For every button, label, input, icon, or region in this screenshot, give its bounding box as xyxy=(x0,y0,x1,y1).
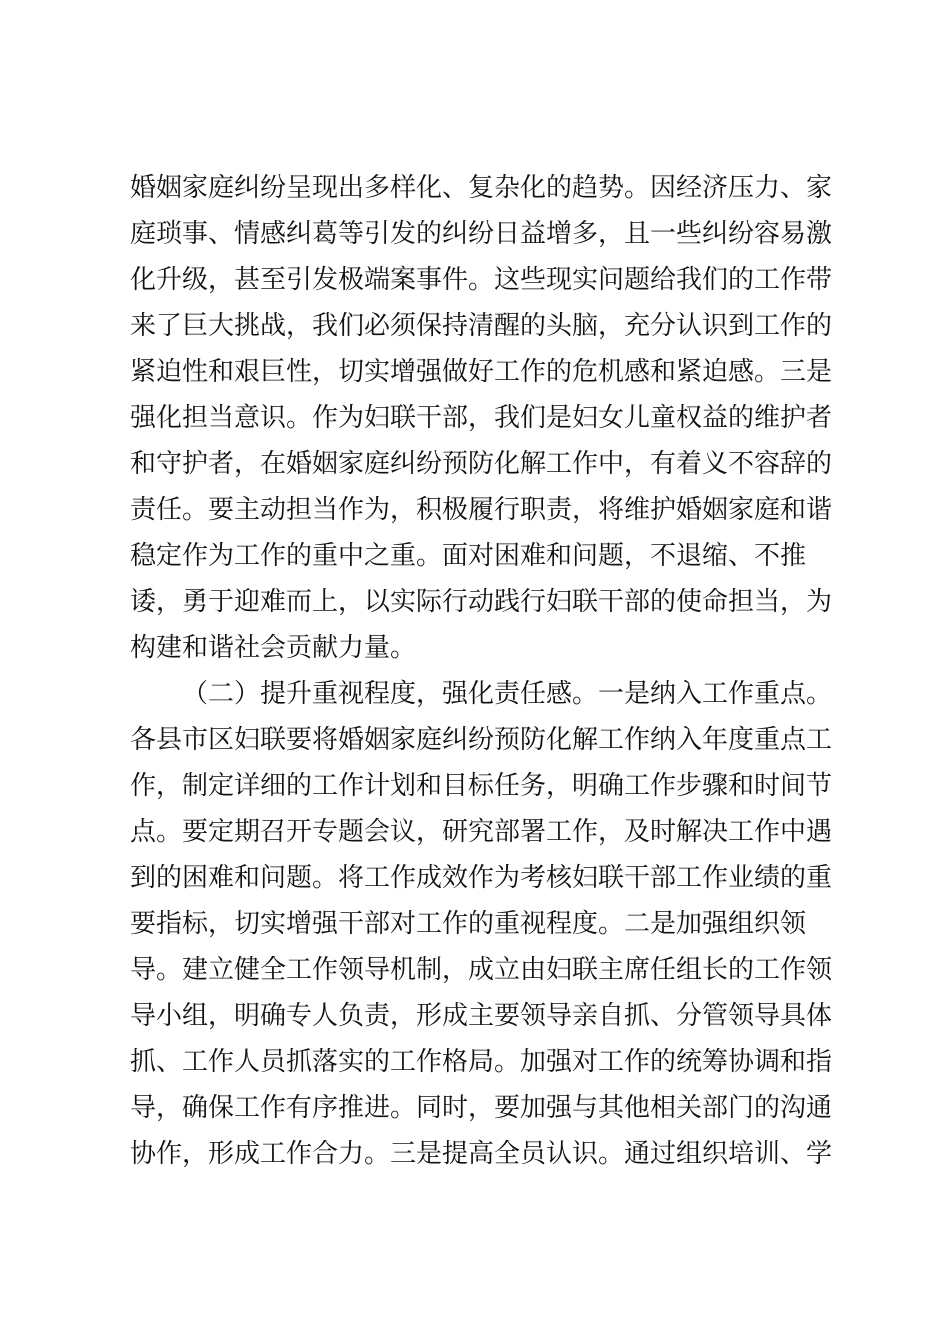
text-line: 化升级，甚至引发极端案事件。这些现实问题给我们的工作带 xyxy=(130,265,833,295)
text-line: 稳定作为工作的重中之重。面对困难和问题，不退缩、不推 xyxy=(130,541,807,571)
text-line: 构建和谐社会贡献力量。 xyxy=(130,633,417,663)
text-line: 要指标，切实增强干部对工作的重视程度。二是加强组织领 xyxy=(130,909,807,939)
text-line: 诿，勇于迎难而上，以实际行动践行妇联干部的使命担当，为 xyxy=(130,587,833,617)
text-line: 协作，形成工作合力。三是提高全员认识。通过组织培训、学 xyxy=(130,1139,833,1169)
text-line: 紧迫性和艰巨性，切实增强做好工作的危机感和紧迫感。三是 xyxy=(130,357,833,387)
text-line: 责任。要主动担当作为，积极履行职责，将维护婚姻家庭和谐 xyxy=(130,495,833,525)
text-line: 到的困难和问题。将工作成效作为考核妇联干部工作业绩的重 xyxy=(130,863,833,893)
text-line: 抓、工作人员抓落实的工作格局。加强对工作的统筹协调和指 xyxy=(130,1047,833,1077)
text-line: 强化担当意识。作为妇联干部，我们是妇女儿童权益的维护者 xyxy=(130,403,833,433)
text-line: 导，确保工作有序推进。同时，要加强与其他相关部门的沟通 xyxy=(130,1093,833,1123)
text-line: 庭琐事、情感纠葛等引发的纠纷日益增多，且一些纠纷容易激 xyxy=(130,219,833,249)
text-line: 作，制定详细的工作计划和目标任务，明确工作步骤和时间节 xyxy=(130,771,833,801)
text-line: 点。要定期召开专题会议，研究部署工作，及时解决工作中遇 xyxy=(130,817,833,847)
text-line: 导。建立健全工作领导机制，成立由妇联主席任组长的工作领 xyxy=(130,955,833,985)
text-line: 各县市区妇联要将婚姻家庭纠纷预防化解工作纳入年度重点工 xyxy=(130,725,833,755)
section-heading-line: （二）提升重视程度，强化责任感。一是纳入工作重点。 xyxy=(182,679,833,709)
text-line: 婚姻家庭纠纷呈现出多样化、复杂化的趋势。因经济压力、家 xyxy=(130,173,833,203)
text-line: 和守护者，在婚姻家庭纠纷预防化解工作中，有着义不容辞的 xyxy=(130,449,833,479)
text-line: 来了巨大挑战，我们必须保持清醒的头脑，充分认识到工作的 xyxy=(130,311,833,341)
text-line: 导小组，明确专人负责，形成主要领导亲自抓、分管领导具体 xyxy=(130,1001,833,1031)
